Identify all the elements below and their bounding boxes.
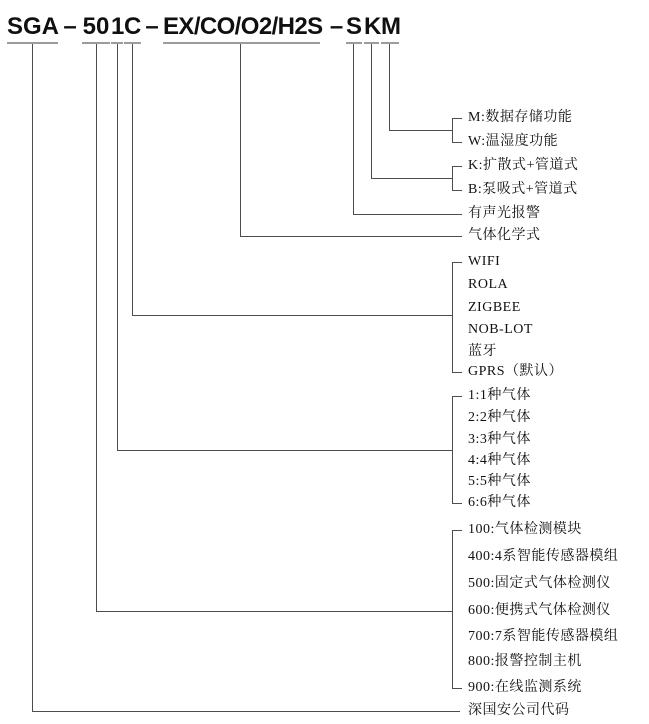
label-network-wifi: WIFI bbox=[468, 254, 501, 269]
bracket-gascount-stub-top bbox=[452, 396, 462, 397]
bracket-function bbox=[452, 118, 453, 143]
label-gascount-1: 1:1种气体 bbox=[468, 388, 531, 403]
label-sampling-k: K:扩散式+管道式 bbox=[468, 158, 579, 173]
connector-vertical-sga bbox=[32, 44, 33, 711]
model-segment-k: K bbox=[364, 12, 379, 44]
connector-vertical-gasformula bbox=[240, 44, 241, 236]
bracket-function-stub-top bbox=[452, 118, 462, 119]
label-network-gprs: GPRS（默认） bbox=[468, 364, 564, 379]
model-segment-c: C bbox=[124, 12, 141, 44]
label-gascount-2: 2:2种气体 bbox=[468, 410, 531, 425]
connector-horizontal-series bbox=[96, 611, 452, 612]
bracket-series bbox=[452, 530, 453, 689]
bracket-network-stub-top bbox=[452, 262, 462, 263]
label-series-100: 100:气体检测模块 bbox=[468, 522, 582, 537]
label-series-500: 500:固定式气体检测仪 bbox=[468, 576, 611, 591]
label-gas-formula: 气体化学式 bbox=[468, 228, 541, 243]
label-function-m: M:数据存储功能 bbox=[468, 110, 573, 125]
label-series-900: 900:在线监测系统 bbox=[468, 680, 582, 695]
bracket-function-stub-bottom bbox=[452, 142, 462, 143]
model-segment-sga: SGA bbox=[7, 12, 58, 44]
connector-horizontal-network bbox=[132, 315, 452, 316]
bracket-series-stub-top bbox=[452, 530, 462, 531]
connector-horizontal-sampling bbox=[371, 178, 452, 179]
bracket-sampling-stub-top bbox=[452, 166, 462, 167]
connector-vertical-alarm bbox=[353, 44, 354, 214]
connector-vertical-series bbox=[96, 44, 97, 611]
connector-horizontal-alarm bbox=[353, 214, 462, 215]
bracket-sampling bbox=[452, 166, 453, 191]
bracket-series-stub-bottom bbox=[452, 688, 462, 689]
bracket-gascount-stub-bottom bbox=[452, 503, 462, 504]
model-segment-50: 50 bbox=[82, 12, 110, 44]
label-series-800: 800:报警控制主机 bbox=[468, 654, 582, 669]
model-separator: – bbox=[329, 13, 344, 40]
label-function-w: W:温湿度功能 bbox=[468, 134, 559, 149]
bracket-sampling-stub-bottom bbox=[452, 190, 462, 191]
connector-vertical-gascount bbox=[117, 44, 118, 450]
label-series-700: 700:7系智能传感器模组 bbox=[468, 629, 619, 644]
bracket-gascount bbox=[452, 396, 453, 504]
label-company: 深国安公司代码 bbox=[468, 703, 570, 718]
label-series-400: 400:4系智能传感器模组 bbox=[468, 549, 619, 564]
connector-horizontal-gascount bbox=[117, 450, 452, 451]
label-alarm: 有声光报警 bbox=[468, 206, 541, 221]
label-gascount-6: 6:6种气体 bbox=[468, 495, 531, 510]
connector-vertical-function bbox=[389, 44, 390, 130]
connector-vertical-network bbox=[132, 44, 133, 315]
model-segment-gases: EX/CO/O2/H2S bbox=[163, 12, 320, 44]
connector-vertical-sampling bbox=[371, 44, 372, 178]
label-network-noblot: NOB-LOT bbox=[468, 322, 533, 337]
label-gascount-5: 5:5种气体 bbox=[468, 474, 531, 489]
model-segment-1: 1 bbox=[111, 12, 123, 44]
label-network-rola: ROLA bbox=[468, 277, 509, 292]
model-separator: – bbox=[63, 13, 77, 40]
label-series-600: 600:便携式气体检测仪 bbox=[468, 603, 611, 618]
label-network-zigbee: ZIGBEE bbox=[468, 300, 521, 315]
bracket-network-stub-bottom bbox=[452, 372, 462, 373]
connector-horizontal-company bbox=[32, 711, 460, 712]
label-gascount-4: 4:4种气体 bbox=[468, 453, 531, 468]
model-segment-m: M bbox=[381, 12, 399, 44]
connector-horizontal-gasformula bbox=[240, 236, 462, 237]
connector-horizontal-function bbox=[389, 130, 452, 131]
label-gascount-3: 3:3种气体 bbox=[468, 432, 531, 447]
label-network-bluetooth: 蓝牙 bbox=[468, 344, 497, 359]
label-sampling-b: B:泵吸式+管道式 bbox=[468, 182, 578, 197]
model-separator: – bbox=[145, 13, 159, 40]
model-segment-s: S bbox=[346, 12, 362, 44]
bracket-network bbox=[452, 262, 453, 373]
